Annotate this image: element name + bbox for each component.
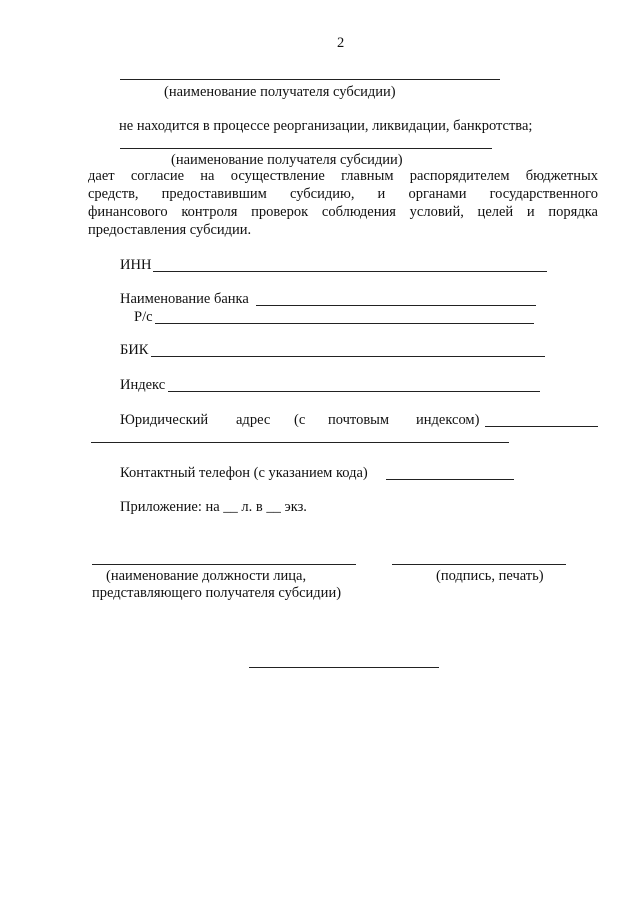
reorganization-statement: не находится в процессе реорганизации, ликвидации, банкротства; — [119, 118, 533, 134]
consent-line-4: предоставления субсидии. — [88, 222, 252, 238]
recipient-caption-1: (наименование получателя субсидии) — [164, 84, 396, 100]
bank-name-label: Наименование банка — [120, 291, 249, 307]
legal-address-word-3: (с — [294, 412, 306, 428]
recipient-name-line-1 — [120, 79, 500, 80]
legal-address-word-2: адрес — [236, 412, 271, 428]
account-field[interactable] — [155, 323, 534, 324]
recipient-name-line-2 — [120, 148, 492, 149]
attachment-label: Приложение: на __ л. в __ экз. — [120, 499, 307, 515]
consent-line-2: средств, предоставившим субсидию, и органами государственного — [88, 186, 598, 202]
consent-line-3: финансового контроля проверок соблюдения условий, целей и порядка — [88, 204, 598, 220]
index-label: Индекс — [120, 377, 166, 393]
account-label: Р/с — [134, 309, 153, 325]
position-caption-2: представляющего получателя субсидии) — [92, 585, 342, 601]
consent-line-1: дает согласие на осуществление главным распорядителем бюджетных — [88, 168, 598, 184]
phone-field[interactable] — [386, 479, 514, 480]
inn-field[interactable] — [153, 271, 547, 272]
legal-address-word-5: индексом) — [416, 412, 480, 428]
signature-line[interactable] — [392, 564, 566, 565]
signature-caption: (подпись, печать) — [436, 568, 544, 584]
bik-field[interactable] — [151, 356, 545, 357]
page-number: 2 — [337, 35, 345, 51]
legal-address-field-2[interactable] — [91, 442, 509, 443]
legal-address-word-4: почтовым — [328, 412, 390, 428]
bank-name-field[interactable] — [256, 305, 536, 306]
inn-label: ИНН — [120, 257, 152, 273]
recipient-caption-2: (наименование получателя субсидии) — [171, 152, 403, 168]
position-caption-1: (наименование должности лица, — [106, 568, 307, 584]
index-field[interactable] — [168, 391, 540, 392]
bottom-line — [249, 667, 439, 668]
bik-label: БИК — [120, 342, 149, 358]
phone-label: Контактный телефон (с указанием кода) — [120, 465, 368, 481]
legal-address-field-1[interactable] — [485, 426, 598, 427]
position-line[interactable] — [92, 564, 356, 565]
legal-address-word-1: Юридический — [120, 412, 209, 428]
